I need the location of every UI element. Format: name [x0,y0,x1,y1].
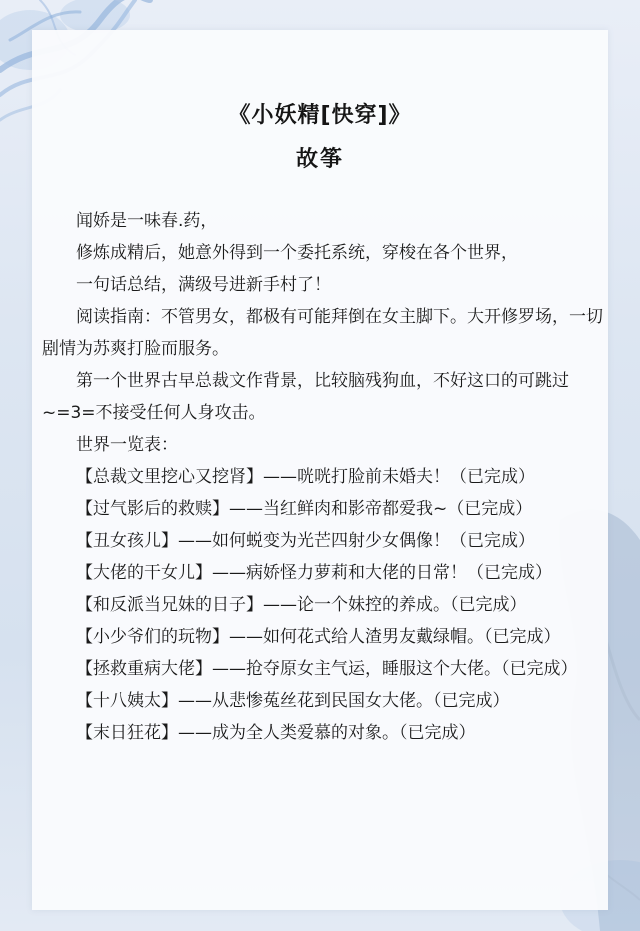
world-item-7: 【拯救重病大佬】——抢夺原女主气运，睡服这个大佬。（已完成） [76,659,578,679]
world-item-4: 【大佬的干女儿】——病娇怪力萝莉和大佬的日常！（已完成） [76,563,552,583]
author-name: 故筝 [295,147,344,172]
paragraph-5: 第一个世界古早总裁文作背景，比较脑残狗血，不好这口的可跳过~=3=不接受任何人身攻击。 [42,371,569,423]
world-item-5: 【和反派当兄妹的日子】——论一个妹控的养成。（已完成） [76,595,527,615]
world-item-8: 【十八姨太】——从悲惨菟丝花到民国女大佬。（已完成） [76,691,510,711]
synopsis-body [42,205,604,749]
book-title: 《小妖精[快穿]》 [228,103,412,128]
world-item-9: 【末日狂花】——成为全人类爱慕的对象。（已完成） [76,723,476,743]
world-item-1: 【总裁文里挖心又挖肾】——咣咣打脸前未婚夫！（已完成） [76,467,535,487]
world-item-2: 【过气影后的救赎】——当红鲜肉和影帝都爱我~（已完成） [76,499,533,519]
paragraph-3: 一句话总结，满级号进新手村了！ [76,275,331,295]
paragraph-4: 阅读指南：不管男女，都极有可能拜倒在女主脚下。大开修罗场，一切剧情为苏爽打脸而服务。 [42,307,603,359]
world-item-6: 【小少爷们的玩物】——如何花式给人渣男友戴绿帽。（已完成） [76,627,561,647]
world-list-heading: 世界一览表： [76,435,178,455]
paragraph-2: 修炼成精后，她意外得到一个委托系统，穿梭在各个世界， [76,243,518,263]
world-item-3: 【丑女孩儿】——如何蜕变为光芒四射少女偶像！（已完成） [76,531,535,551]
paragraph-1: 闻娇是一味春.药， [76,211,218,231]
